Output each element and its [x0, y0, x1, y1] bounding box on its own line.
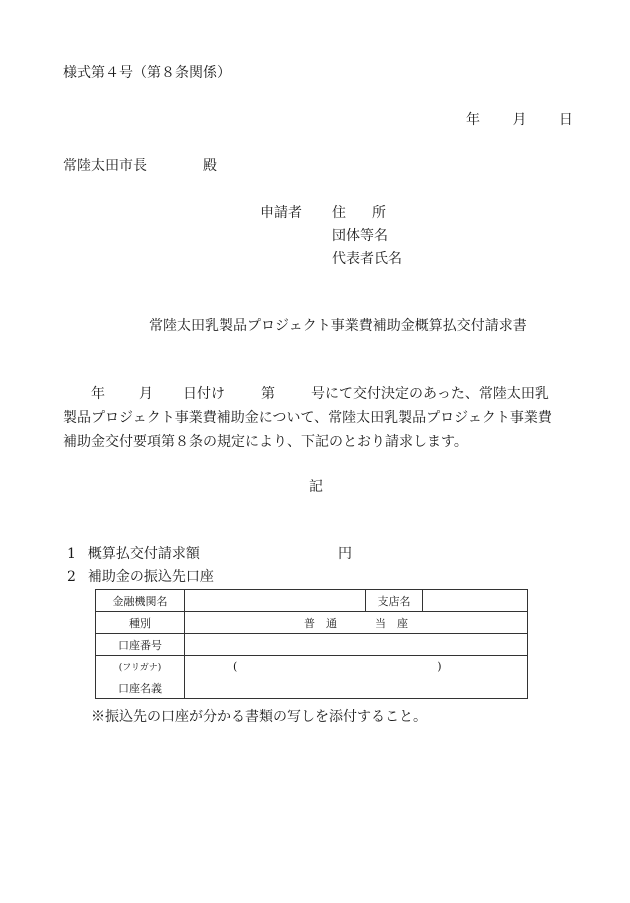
- date-year: 年: [466, 112, 480, 128]
- body-line-3: 補助金交付要項第８条の規定により、下記のとおり請求します。: [63, 434, 468, 450]
- type-label: 種別: [96, 612, 185, 634]
- attachment-note: ※振込先の口座が分かる書類の写しを添付すること。: [91, 709, 427, 725]
- rep-label: 代表者氏名: [332, 251, 402, 267]
- type-ordinary[interactable]: 普 通: [304, 616, 337, 630]
- holder-value[interactable]: [185, 677, 528, 699]
- bank-account-table: [95, 589, 528, 699]
- form-number: 様式第４号（第８条関係）: [63, 65, 231, 81]
- recipient-name: 常陸太田市長: [63, 158, 147, 174]
- item-2-number: 2: [67, 569, 76, 585]
- body-line-1: 年 月 日付け 第 号にて交付決定のあった、常陸太田乳: [91, 386, 549, 402]
- document-title: 常陸太田乳製品プロジェクト事業費補助金概算払交付請求書: [149, 318, 527, 334]
- address-label-2: 所: [372, 205, 388, 221]
- table-row: [96, 634, 528, 656]
- item-1-number: 1: [67, 546, 76, 562]
- table-row: [96, 677, 528, 699]
- address-label: [332, 206, 388, 220]
- account-number-label: 口座番号: [96, 634, 185, 656]
- account-number-value[interactable]: [185, 634, 528, 656]
- institution-label: 金融機関名: [96, 590, 185, 612]
- holder-label: 口座名義: [96, 677, 185, 699]
- item-2-label: 補助金の振込先口座: [87, 569, 214, 585]
- item-1-unit: 円: [338, 546, 352, 562]
- type-current[interactable]: 当 座: [375, 616, 408, 630]
- paren-close: ): [437, 660, 442, 673]
- address-label-1: 住: [332, 205, 348, 221]
- table-row: [96, 590, 528, 612]
- date-day: 日: [558, 112, 573, 128]
- item-1-label: 概算払交付請求額: [87, 546, 200, 562]
- item-1: [67, 546, 352, 562]
- item-2: [67, 570, 214, 584]
- furigana-value[interactable]: [185, 656, 528, 678]
- recipient-honorific: 殿: [203, 158, 217, 174]
- body-line-2: 製品プロジェクト事業費補助金について、常陸太田乳製品プロジェクト事業費: [63, 410, 552, 426]
- ki-heading: 記: [309, 479, 323, 495]
- recipient: [63, 159, 217, 173]
- type-value[interactable]: [185, 612, 528, 634]
- table-row: [96, 656, 528, 678]
- table-row: [96, 612, 528, 634]
- applicant-label: 申請者: [260, 205, 302, 221]
- branch-label: 支店名: [366, 590, 423, 612]
- furigana-label: (フリガナ): [96, 656, 185, 678]
- date-line: [466, 113, 573, 127]
- paren-open: (: [233, 660, 238, 673]
- org-label: 団体等名: [332, 228, 388, 244]
- date-month: 月: [512, 112, 527, 128]
- institution-value[interactable]: [185, 590, 366, 612]
- branch-value[interactable]: [423, 590, 528, 612]
